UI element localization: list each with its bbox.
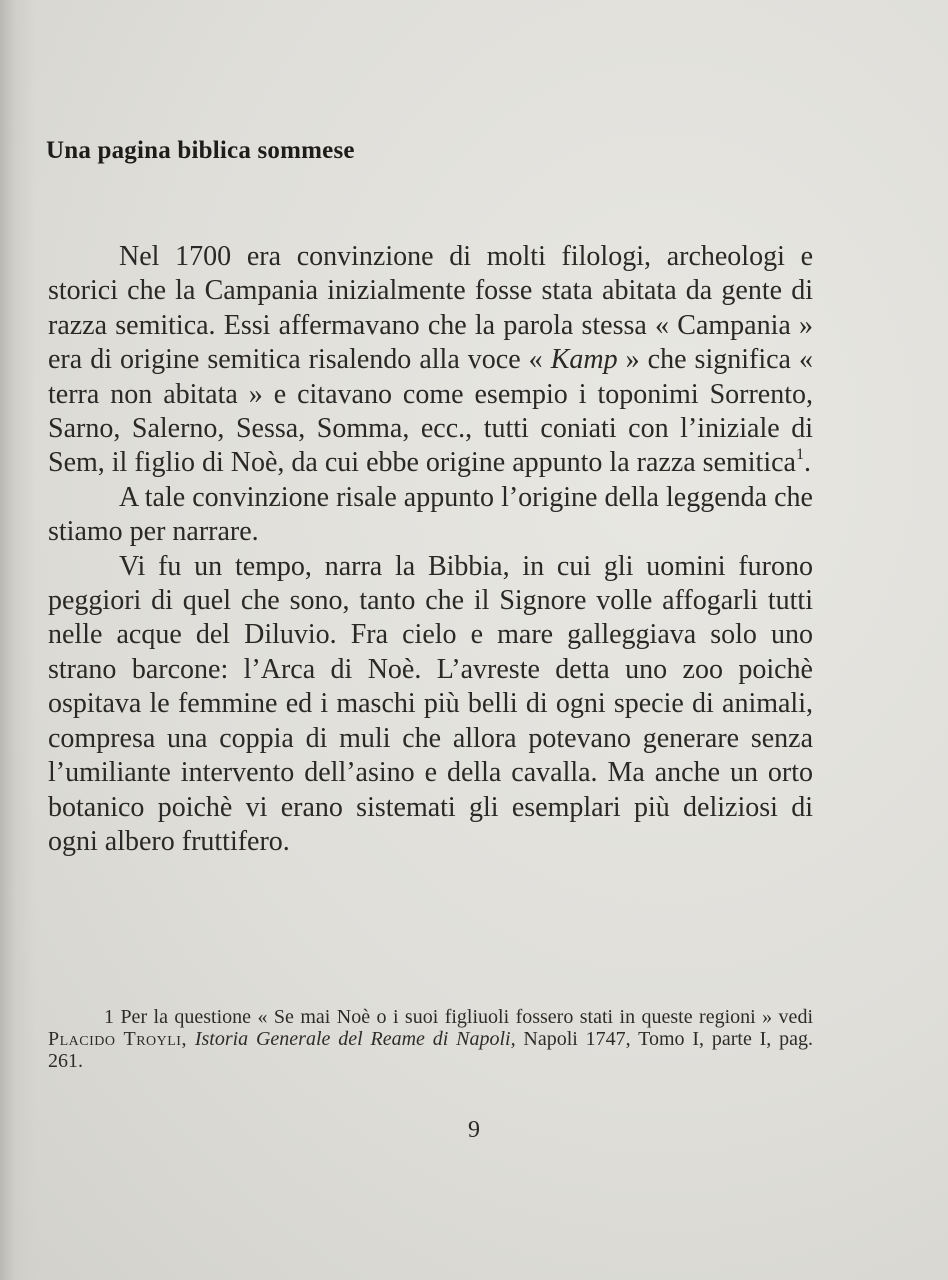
footnote-reference[interactable]: 1 xyxy=(795,446,804,464)
italic-term-kamp: Kamp xyxy=(550,344,618,376)
footnote-number: 1 xyxy=(104,1006,114,1028)
paragraph-1-text-cont: » che significa « terra non abitata » e citavano come esempio i toponimi Sorrento, Sarno, Salerno, Sessa, Somma, ecc., tutti coniati con l’iniziale di Sem, il figlio di Noè, da cui ebbe origine appunto la razza semitica xyxy=(48,344,813,479)
paragraph-1-text: Nel 1700 era convinzione di molti filologi, archeologi e storici che la Campania inizialmente fosse stata abitata da gente di razza semitica. Essi affermavano che la parola stessa « Campania » era di origine semitica risalendo alla voce « xyxy=(48,241,813,376)
footnote-citation: Napoli 1747, Tomo I, parte I, pag. 261. xyxy=(48,1028,814,1072)
footnote-title: Istoria Generale del Reame di Napoli, xyxy=(194,1028,516,1050)
body-text xyxy=(48,240,813,859)
paragraph-2: A tale convinzione risale appunto l’origine della leggenda che stiamo per narrare. xyxy=(48,481,813,548)
paragraph-3: Vi fu un tempo, narra la Bibbia, in cui gli uomini furono peggiori di quel che sono, tanto che il Signore volle affogarli tutti nelle acque del Diluvio. Fra cielo e mare galleggiava solo uno strano barcone: l’Arca di Noè. L’avreste detta uno zoo poichè ospitava le femmine ed i maschi più belli di ogni specie di animali, compresa una coppia di muli che allora potevano generare senza l’umiliante intervento dell’asino e della cavalla. Ma anche un orto botanico poichè vi erano sistemati gli esemplari più deliziosi di ogni albero fruttifero. xyxy=(48,550,813,857)
footnote-text: Per la questione « Se mai Noè o i suoi figliuoli fossero stati in queste regioni » vedi xyxy=(120,1006,813,1028)
paragraph-1-end: . xyxy=(803,447,811,479)
chapter-heading: Una pagina biblica sommese xyxy=(46,137,355,164)
page-number: 9 xyxy=(468,1117,480,1143)
footnote-author: Placido Troyli, xyxy=(48,1028,187,1050)
paragraph-1 xyxy=(48,240,813,481)
gutter-shadow xyxy=(0,0,36,1280)
footnote xyxy=(48,1006,813,1072)
